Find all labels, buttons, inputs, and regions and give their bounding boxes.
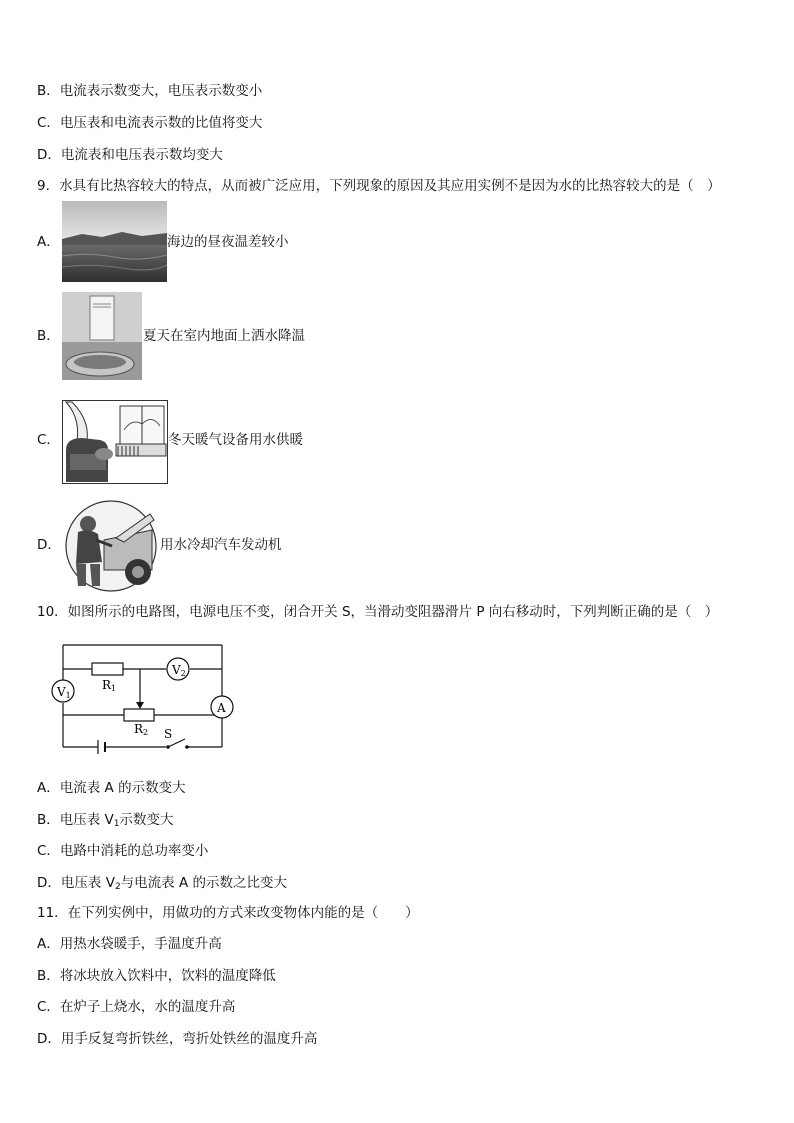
room-watering-image	[62, 292, 142, 380]
switch-contact	[185, 745, 189, 749]
q8-option-d: D．电流表和电压表示数均变大	[37, 147, 223, 163]
q9-option-d-label: D．	[37, 537, 61, 553]
r2-label: R2	[134, 722, 149, 737]
radiator-room-image	[62, 400, 168, 484]
r1-label: R1	[102, 678, 117, 693]
q9-option-b-label: B．	[37, 328, 60, 344]
q9-stem: 9．水具有比热容较大的特点，从而被广泛应用，下列现象的原因及其应用实例不是因为水的比热容较大的是（ ）	[37, 178, 721, 194]
q11-option-d: D．用手反复弯折铁丝，弯折处铁丝的温度升高	[37, 1031, 318, 1047]
q8-option-b: B．电流表示数变大，电压表示数变小	[37, 83, 263, 99]
q11-option-b: B．将冰块放入饮料中，饮料的温度降低	[37, 968, 276, 984]
v1-label: V1	[57, 685, 71, 700]
seaside-image	[62, 201, 167, 282]
q9-option-c-label: C．	[37, 432, 60, 448]
q11-stem: 11．在下列实例中，用做功的方式来改变物体内能的是（ ）	[37, 905, 419, 921]
q11-option-c: C．在炉子上烧水，水的温度升高	[37, 999, 236, 1015]
q9-option-d-text: 用水冷却汽车发动机	[160, 537, 282, 553]
q9-option-b-text: 夏天在室内地面上洒水降温	[143, 328, 305, 344]
q10-stem: 10．如图所示的电路图，电源电压不变，闭合开关 S，当滑动变阻器滑片 P 向右移动时，下列判断正确的是（ ）	[37, 604, 719, 620]
switch-label: S	[164, 727, 173, 741]
q11-option-a: A．用热水袋暖手，手温度升高	[37, 936, 222, 952]
q10-option-d: D．电压表 $V_2$与电流表 A 的示数之比变大	[37, 875, 287, 892]
q10-option-c: C．电路中消耗的总功率变小	[37, 843, 209, 859]
car-engine-image	[64, 500, 158, 592]
resistor-r1	[92, 663, 123, 675]
q9-option-c-text: 冬天暖气设备用水供暖	[168, 432, 303, 448]
v2-label: V2	[172, 663, 186, 678]
q9-option-a-text: 海边的昼夜温差较小	[167, 234, 289, 250]
q10-option-b: B．电压表 $V_1$示数变大	[37, 812, 174, 829]
slider-p-arrow	[136, 702, 144, 709]
circuit-diagram	[48, 638, 248, 758]
q10-option-a: A．电流表 A 的示数变大	[37, 780, 186, 796]
rheostat-r2	[124, 709, 154, 721]
q8-option-c: C．电压表和电流表示数的比值将变大	[37, 115, 263, 131]
q9-option-a-label: A．	[37, 234, 60, 250]
ammeter-label: A	[217, 701, 226, 715]
